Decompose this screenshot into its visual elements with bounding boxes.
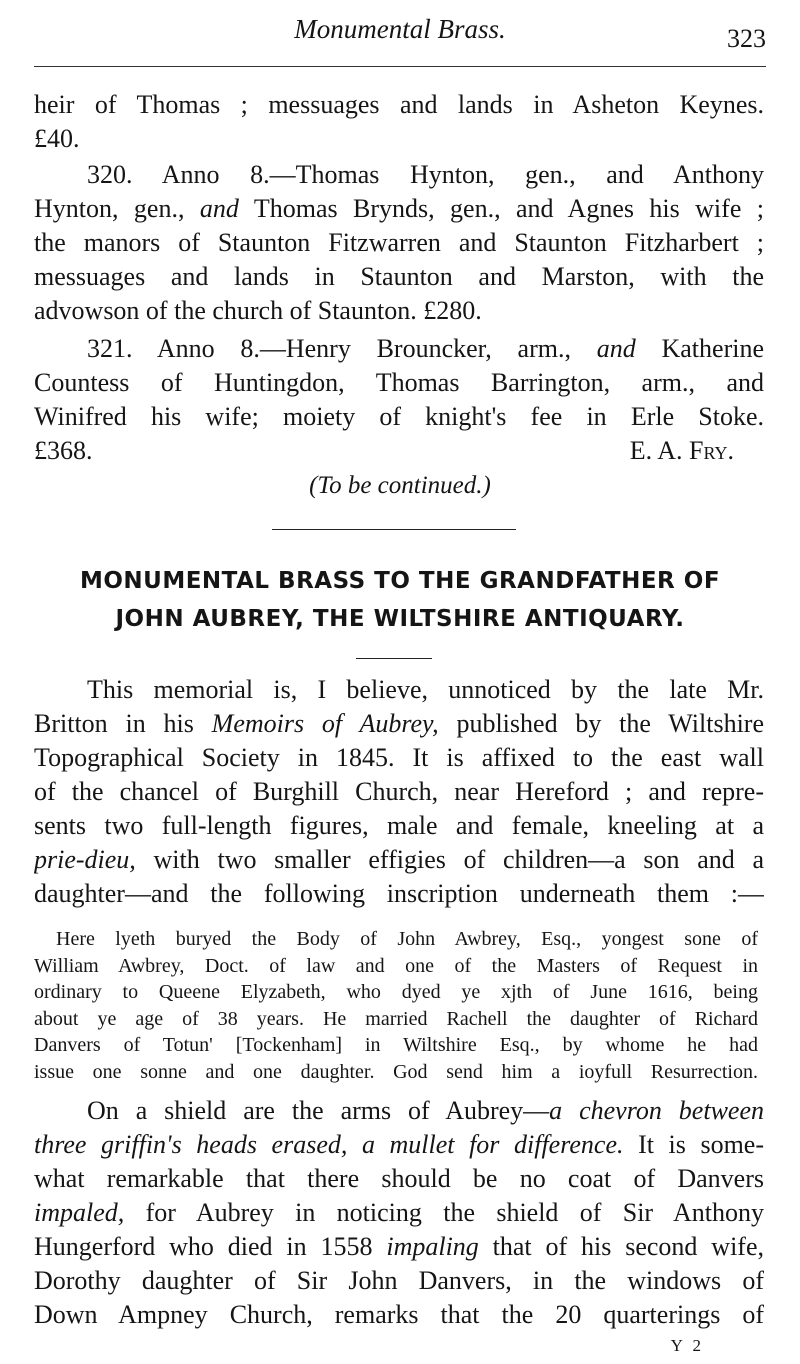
text-line: what remarkable that there should be no coat of Danvers [34,1164,764,1193]
inscription-line: issue one sonne and one daughter. God send him a ioyfull Resurrection. [34,1060,758,1083]
author-signature: E. A. Fry. [629,436,734,465]
text-line: Dorothy daughter of Sir John Danvers, in the windows of [34,1266,764,1295]
section-divider [272,529,516,530]
text-line [34,434,764,468]
page-number: 323 [727,24,766,53]
text-line: 321. Anno 8.—Henry Brouncker, arm., and Katherine [87,334,764,363]
text-line: three griffin's heads erased, a mullet for difference. It is some- [34,1130,764,1159]
text-line: prie-dieu, with two smaller effigies of children—a son and a [34,845,764,874]
running-title: Monumental Brass. [294,14,506,44]
title-divider [356,658,432,659]
text-line: the manors of Staunton Fitzwarren and Staunton Fitzharbert ; [34,228,764,257]
text-line: heir of Thomas ; messuages and lands in Asheton Keynes. [34,90,764,119]
signature-mark: Y 2 [670,1336,704,1355]
inscription-line: William Awbrey, Doct. of law and one of the Masters of Request in [34,954,758,977]
text-line: Hynton, gen., and Thomas Brynds, gen., and Agnes his wife ; [34,194,764,223]
text-line: advowson of the church of Staunton. £280. [34,296,482,325]
text-line: daughter—and the following inscription underneath them :— [34,879,764,908]
text-line: of the chancel of Burghill Church, near Hereford ; and repre- [34,777,764,806]
text-line: Britton in his Memoirs of Aubrey, published by the Wiltshire [34,709,764,738]
text-line: 320. Anno 8.—Thomas Hynton, gen., and Anthony [87,160,764,189]
text-line: Topographical Society in 1845. It is affixed to the east wall [34,743,764,772]
entry-321 [34,332,764,468]
article-title-line-2: JOHN AUBREY, THE WILTSHIRE ANTIQUARY. [115,606,685,632]
inscription-line: about ye age of 38 years. He married Rachell the daughter of Richard [34,1007,758,1030]
text-line: sents two full-length figures, male and female, kneeling at a [34,811,764,840]
inscription-block [34,926,758,1085]
inscription-line: Danvers of Totun' [Tockenham] in Wiltshire Esq., by whome he had [34,1034,758,1056]
continuation-text [34,88,764,156]
text-line: £40. [34,124,80,153]
inscription-line: ordinary to Queene Elyzabeth, who dyed ye xjth of June 1616, being [34,981,758,1003]
text-line: Winifred his wife; moiety of knight's fee in Erle Stoke. [34,402,764,431]
text-line: messuages and lands in Staunton and Marston, with the [34,262,764,291]
text-line: Hungerford who died in 1558 impaling that of his second wife, [34,1232,764,1261]
inscription-line: Here lyeth buryed the Body of John Awbrey, Esq., yongest sone of [56,928,758,950]
header-rule [34,66,766,67]
text-line: On a shield are the arms of Aubrey—a chevron between [87,1096,764,1125]
amount: £368. [34,436,93,465]
to-be-continued: (To be continued.) [309,472,491,499]
article-title-line-1: MONUMENTAL BRASS TO THE GRANDFATHER OF [79,568,721,594]
article-paragraph-2 [34,1094,764,1332]
article-paragraph-1 [34,673,764,911]
text-line: Down Ampney Church, remarks that the 20 quarterings of [34,1300,764,1329]
text-line: This memorial is, I believe, unnoticed by the late Mr. [87,675,764,704]
text-line: Countess of Huntingdon, Thomas Barrington, arm., and [34,368,764,397]
text-line: impaled, for Aubrey in noticing the shield of Sir Anthony [34,1198,764,1227]
entry-320 [34,158,764,328]
